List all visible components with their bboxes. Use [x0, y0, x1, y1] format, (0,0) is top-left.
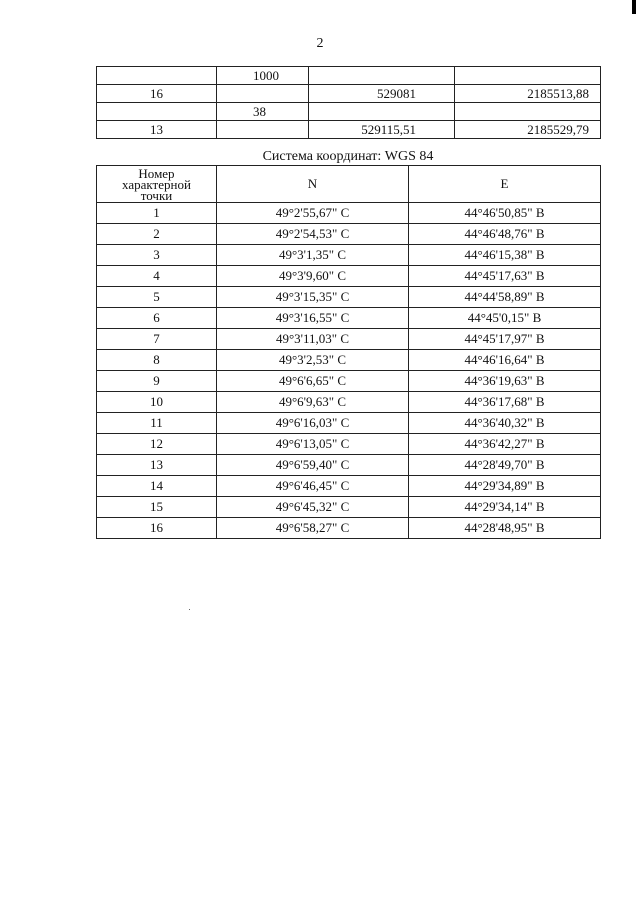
- empty-cell: [217, 121, 309, 139]
- table-row: [97, 371, 601, 392]
- table-row: [97, 518, 601, 539]
- latitude-cell: 49°6'16,03" С: [217, 413, 409, 434]
- table-row: [97, 329, 601, 350]
- header-point-number-label: Номер характерной точки: [122, 165, 191, 203]
- latitude-cell: 49°3'9,60" С: [217, 266, 409, 287]
- table-row: [97, 245, 601, 266]
- table-row: [97, 434, 601, 455]
- latitude-cell: 49°2'55,67" С: [217, 203, 409, 224]
- longitude-cell: 44°45'0,15" В: [409, 308, 601, 329]
- longitude-cell: 44°36'17,68" В: [409, 392, 601, 413]
- longitude-cell: 44°29'34,89" В: [409, 476, 601, 497]
- table-row: [97, 476, 601, 497]
- table-header-row: [97, 166, 601, 203]
- point-number-cell: 8: [97, 350, 217, 371]
- empty-cell: [97, 103, 217, 121]
- longitude-cell: 44°36'42,27" В: [409, 434, 601, 455]
- empty-cell: [97, 67, 217, 85]
- point-row: [97, 121, 601, 139]
- coordinates-table: [96, 165, 601, 539]
- longitude-cell: 44°46'50,85" В: [409, 203, 601, 224]
- point-number-cell: 3: [97, 245, 217, 266]
- distance-row: [97, 67, 601, 85]
- latitude-cell: 49°3'2,53" С: [217, 350, 409, 371]
- y-coordinate-cell: 2185513,88: [455, 85, 601, 103]
- longitude-cell: 44°28'49,70" В: [409, 455, 601, 476]
- latitude-cell: 49°6'59,40" С: [217, 455, 409, 476]
- longitude-cell: 44°46'15,38" В: [409, 245, 601, 266]
- point-number-cell: 9: [97, 371, 217, 392]
- empty-cell: [455, 103, 601, 121]
- distance-row: [97, 103, 601, 121]
- coordinates-table-body: [97, 203, 601, 539]
- header-n: N: [217, 166, 409, 203]
- point-number-cell: 4: [97, 266, 217, 287]
- distance-cell: 38: [217, 103, 309, 121]
- point-number-cell: 16: [97, 85, 217, 103]
- table-row: [97, 203, 601, 224]
- table-row: [97, 308, 601, 329]
- stray-dot: [189, 609, 190, 610]
- y-coordinate-cell: 2185529,79: [455, 121, 601, 139]
- page-number: 2: [316, 36, 324, 51]
- longitude-cell: 44°45'17,63" В: [409, 266, 601, 287]
- header-e: E: [409, 166, 601, 203]
- latitude-cell: 49°6'9,63" С: [217, 392, 409, 413]
- table-row: [97, 287, 601, 308]
- latitude-cell: 49°2'54,53" С: [217, 224, 409, 245]
- latitude-cell: 49°6'46,45" С: [217, 476, 409, 497]
- latitude-cell: 49°6'58,27" С: [217, 518, 409, 539]
- longitude-cell: 44°45'17,97" В: [409, 329, 601, 350]
- distance-cell: 1000: [217, 67, 309, 85]
- latitude-cell: 49°6'6,65" С: [217, 371, 409, 392]
- longitude-cell: 44°46'16,64" В: [409, 350, 601, 371]
- longitude-cell: 44°36'19,63" В: [409, 371, 601, 392]
- table-row: [97, 392, 601, 413]
- point-number-cell: 1: [97, 203, 217, 224]
- header-point-number: [97, 166, 217, 203]
- longitude-cell: 44°46'48,76" В: [409, 224, 601, 245]
- edge-mark: [632, 0, 636, 14]
- table-row: [97, 224, 601, 245]
- empty-cell: [309, 67, 455, 85]
- point-row: [97, 85, 601, 103]
- table-row: [97, 350, 601, 371]
- longitude-cell: 44°36'40,32" В: [409, 413, 601, 434]
- table-row: [97, 413, 601, 434]
- latitude-cell: 49°6'45,32" С: [217, 497, 409, 518]
- x-coordinate-cell: 529115,51: [309, 121, 455, 139]
- point-number-cell: 10: [97, 392, 217, 413]
- table-row: [97, 497, 601, 518]
- empty-cell: [455, 67, 601, 85]
- latitude-cell: 49°6'13,05" С: [217, 434, 409, 455]
- continuation-table-body: [97, 67, 601, 139]
- point-number-cell: 6: [97, 308, 217, 329]
- table-row: [97, 455, 601, 476]
- point-number-cell: 5: [97, 287, 217, 308]
- table-row: [97, 266, 601, 287]
- section-title: Система координат: WGS 84: [262, 149, 434, 164]
- point-number-cell: 11: [97, 413, 217, 434]
- point-number-cell: 16: [97, 518, 217, 539]
- x-coordinate-cell: 529081: [309, 85, 455, 103]
- point-number-cell: 7: [97, 329, 217, 350]
- longitude-cell: 44°29'34,14" В: [409, 497, 601, 518]
- point-number-cell: 2: [97, 224, 217, 245]
- point-number-cell: 15: [97, 497, 217, 518]
- point-number-cell: 12: [97, 434, 217, 455]
- latitude-cell: 49°3'15,35" С: [217, 287, 409, 308]
- latitude-cell: 49°3'16,55" С: [217, 308, 409, 329]
- longitude-cell: 44°44'58,89" В: [409, 287, 601, 308]
- latitude-cell: 49°3'11,03" С: [217, 329, 409, 350]
- point-number-cell: 14: [97, 476, 217, 497]
- empty-cell: [217, 85, 309, 103]
- latitude-cell: 49°3'1,35" С: [217, 245, 409, 266]
- continuation-table: [96, 66, 601, 139]
- point-number-cell: 13: [97, 455, 217, 476]
- longitude-cell: 44°28'48,95" В: [409, 518, 601, 539]
- empty-cell: [309, 103, 455, 121]
- point-number-cell: 13: [97, 121, 217, 139]
